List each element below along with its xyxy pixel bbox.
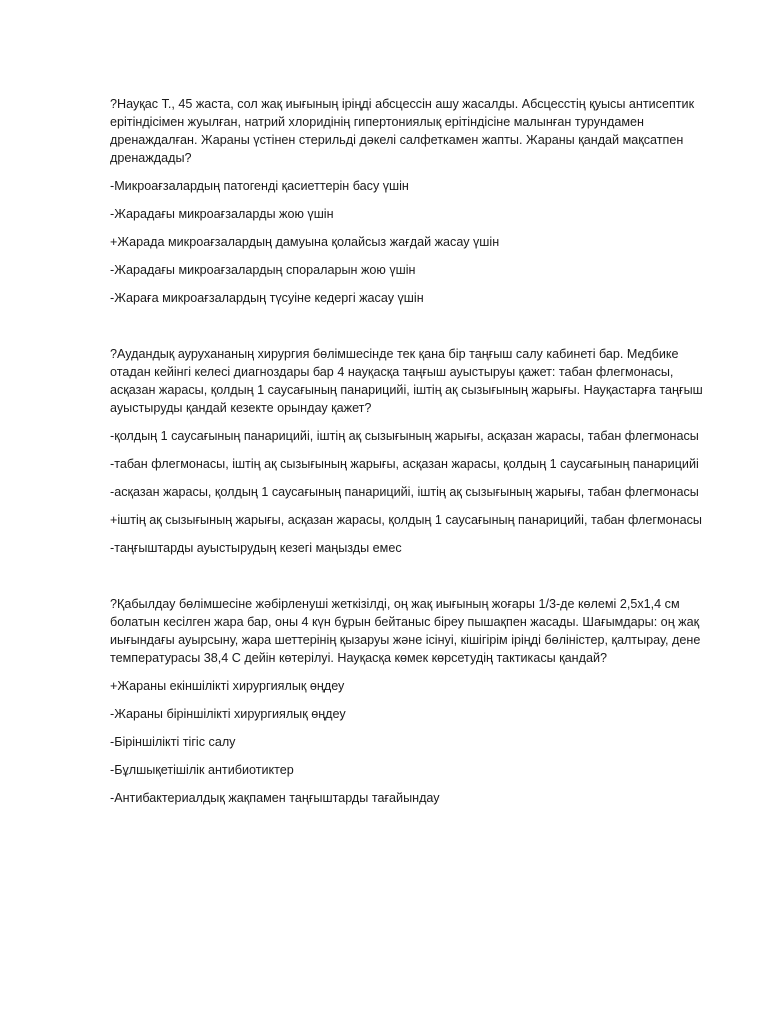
answer-option: +Жараны екіншілікті хирургиялық өңдеу (110, 679, 345, 693)
answer-option: -асқазан жарасы, қолдың 1 саусағының панарицийі, іштің ақ сызығының жарығы, табан флегмонасы (110, 485, 699, 499)
answer-option: -Жарадағы микроағзалардың спораларын жою үшін (110, 263, 416, 277)
block-spacer (110, 567, 720, 595)
block-spacer (110, 317, 720, 345)
answer-option: +іштің ақ сызығының жарығы, асқазан жарасы, қолдың 1 саусағының панарицийі, табан флегмонасы (110, 513, 702, 527)
answer-option: -Антибактериалдық жақпамен таңғыштарды тағайындау (110, 791, 440, 805)
question-text: ?Аудандық аурухананың хирургия бөлімшесінде тек қана бір таңғыш салу кабинеті бар. Медбике отадан кейінгі келесі диагноздары бар 4 науқасқа таңғыш ауыстыруы қажет: табан флегмонасы, асқазан жарасы, қолдың 1 саусағының панарицийі, іштің ақ сызығының жарығы. Науқастарға таңғыш ауыстыруды қандай кезекте орындау қажет? (110, 347, 703, 415)
question-block-3 (110, 595, 720, 807)
answer-option: -Жараны біріншілікті хирургиялық өңдеу (110, 707, 346, 721)
answer-option: -Біріншілікті тігіс салу (110, 735, 236, 749)
answer-option: -Микроағзалардың патогенді қасиеттерін басу үшін (110, 179, 409, 193)
document-page (110, 95, 720, 817)
question-text: ?Науқас Т., 45 жаста, сол жақ иығының іріңді абсцессін ашу жасалды. Абсцесстің қуысы антисептик ерітіндісімен жуылған, натрий хлоридінің гипертониялық ерітіндісіне малынған турундамен дренаждалған. Жараны үстінен стерильді дәкелі салфеткамен жапты. Жараны қандай мақсатпен дренаждады? (110, 97, 695, 165)
answer-option: -табан флегмонасы, іштің ақ сызығының жарығы, асқазан жарасы, қолдың 1 саусағының панарицийі (110, 457, 699, 471)
answer-option: -Жарадағы микроағзаларды жою үшін (110, 207, 334, 221)
answer-option: -қолдың 1 саусағының панарицийі, іштің ақ сызығының жарығы, асқазан жарасы, табан флегмонасы (110, 429, 699, 443)
question-block-2 (110, 345, 720, 557)
question-block-1 (110, 95, 720, 307)
answer-option: -Жараға микроағзалардың түсуіне кедергі жасау үшін (110, 291, 424, 305)
answer-option: -таңғыштарды ауыстырудың кезегі маңызды емес (110, 541, 402, 555)
question-text: ?Қабылдау бөлімшесіне жәбірленуші жеткізілді, оң жақ иығының жоғары 1/3-де көлемі 2,5х1,4 см болатын кесілген жара бар, оны 4 күн бұрын бейтаныс біреу пышақпен жасады. Шағымдары: оң жақ иығындағы ауырсыну, жара шеттерінің қызаруы және ісінуі, кішігірім іріңді бөліністер, қалтырау, дене температурасы 38,4 С дейін көтерілуі. Науқасқа көмек көрсетудің тактикасы қандай? (110, 597, 701, 665)
answer-option: -Бұлшықетішілік антибиотиктер (110, 763, 294, 777)
answer-option: +Жарада микроағзалардың дамуына қолайсыз жағдай жасау үшін (110, 235, 500, 249)
